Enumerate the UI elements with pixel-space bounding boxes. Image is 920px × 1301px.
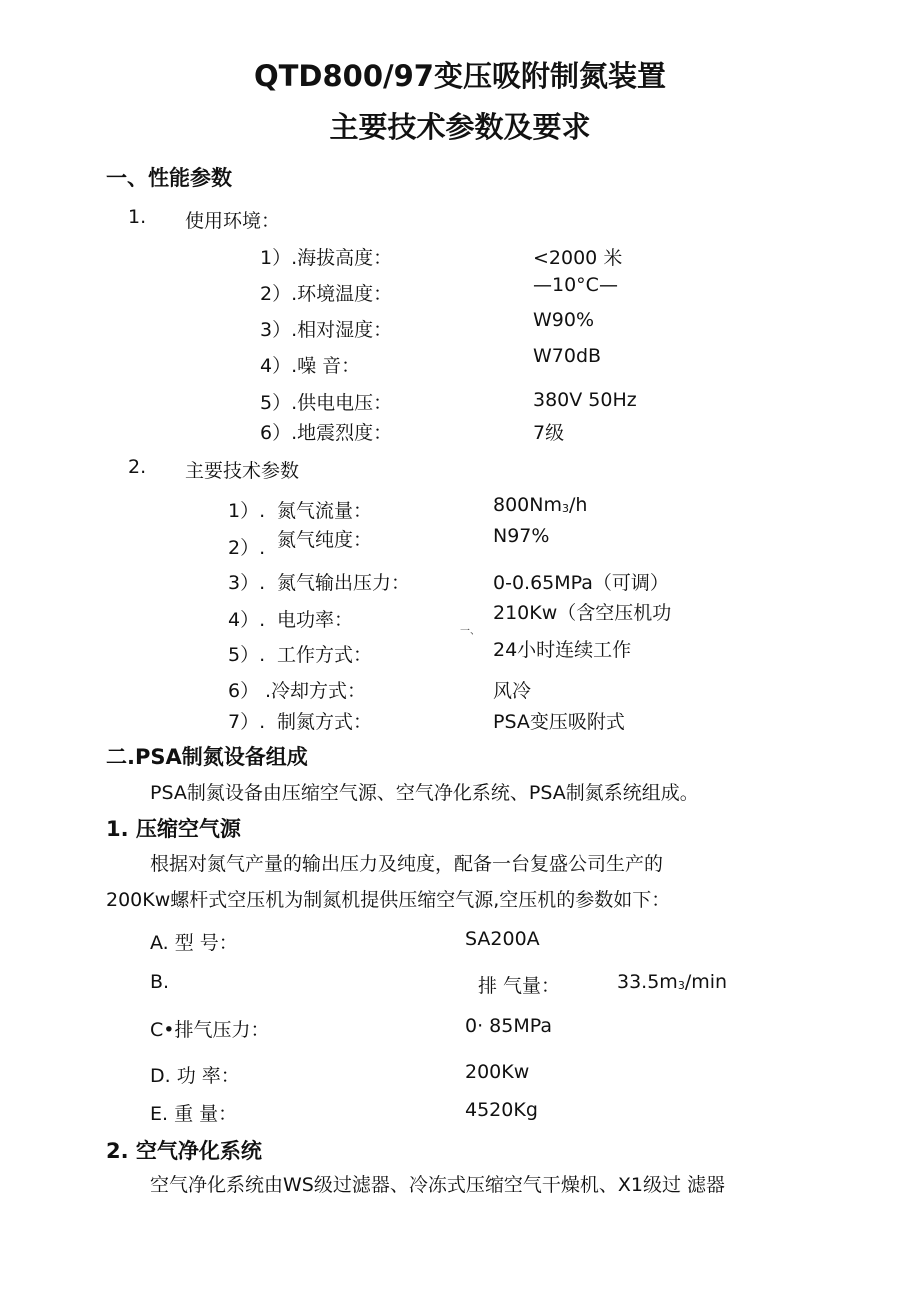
tech-item-label: 工作方式： [277, 644, 373, 666]
tech-item-label: 氮气流量： [277, 500, 373, 522]
part1-paragraph-line1: 根据对氮气产量的输出压力及纯度，配备一台复盛公司生产的 [150, 853, 664, 875]
part1-heading: 1. 压缩空气源 [106, 817, 241, 841]
tech-item-index: 3）. [228, 572, 266, 594]
spec-value: 33.5m3/min [617, 971, 728, 993]
tech-item-value: 风冷 [493, 680, 532, 702]
spec-label: C•排气压力： [150, 1019, 270, 1041]
tech-item-value: 24小时连续工作 [493, 639, 632, 661]
env-item-label: 2）.环境温度： [260, 283, 393, 305]
tech-item-index: 1）. [228, 500, 266, 522]
part2-paragraph-line1: 空气净化系统由WS级过滤器、冷冻式压缩空气干燥机、X1级过 滤器 [150, 1174, 725, 1196]
env-item-label: 4）.噪 音： [260, 355, 361, 377]
section1-heading: 一、性能参数 [106, 166, 232, 190]
env-item-value: 380V 50Hz [533, 389, 637, 411]
sub1-label: 使用环境： [185, 210, 281, 232]
stray-mark: 一、 [460, 626, 480, 637]
env-item-label: 1）.海拔高度： [260, 247, 393, 269]
spec-value: 0· 85MPa [465, 1015, 552, 1037]
tech-item-label: 制氮方式： [277, 711, 373, 733]
tech-item-value: 210Kw（含空压机功 [493, 602, 672, 624]
tech-item-value: PSA变压吸附式 [493, 711, 625, 733]
tech-item-index: 7）. [228, 711, 266, 733]
spec-mid-label: 排 气量： [478, 975, 561, 997]
spec-label: D. 功 率： [150, 1065, 240, 1087]
tech-item-label: .冷却方式： [265, 680, 367, 702]
tech-item-label: 电功率： [277, 609, 354, 631]
tech-item-value: N97% [493, 525, 550, 547]
part1-paragraph-line2: 200Kw螺杆式空压机为制氮机提供压缩空气源,空压机的参数如下： [106, 889, 671, 911]
env-item-value: W70dB [533, 345, 602, 367]
tech-item-index: 5）. [228, 644, 266, 666]
doc-title-line2: 主要技术参数及要求 [329, 110, 591, 144]
tech-item-value: 800Nm3/h [493, 494, 588, 516]
env-item-label: 3）.相对湿度： [260, 319, 393, 341]
env-item-value: W90% [533, 309, 595, 331]
tech-item-index: 4）. [228, 609, 266, 631]
tech-item-label: 氮气纯度： [277, 529, 373, 551]
sub2-label: 主要技术参数 [185, 460, 300, 482]
section2-intro: PSA制氮设备由压缩空气源、空气净化系统、PSA制氮系统组成。 [150, 782, 699, 804]
doc-title-line1: QTD800/97变压吸附制氮装置 [254, 59, 666, 93]
spec-value: 200Kw [465, 1061, 530, 1083]
sub2-number: 2. [128, 456, 147, 478]
tech-item-label: 氮气输出压力： [277, 572, 411, 594]
env-item-label: 6）.地震烈度： [260, 422, 393, 444]
env-item-value: —10°C— [533, 274, 618, 296]
env-item-value: <2000 米 [533, 247, 623, 269]
tech-item-value: 0-0.65MPa（可调） [493, 572, 669, 594]
env-item-label: 5）.供电电压： [260, 392, 393, 414]
spec-label: B. [150, 971, 170, 993]
spec-label: A. 型 号： [150, 932, 238, 954]
part2-heading: 2. 空气净化系统 [106, 1139, 262, 1163]
section2-heading: 二.PSA制氮设备组成 [106, 745, 308, 769]
spec-value: SA200A [465, 928, 540, 950]
spec-value: 4520Kg [465, 1099, 538, 1121]
sub1-number: 1. [128, 206, 147, 228]
spec-label: E. 重 量： [150, 1103, 238, 1125]
tech-item-index: 6） [228, 680, 260, 702]
env-item-value: 7级 [533, 422, 565, 444]
tech-item-index: 2）. [228, 537, 266, 559]
